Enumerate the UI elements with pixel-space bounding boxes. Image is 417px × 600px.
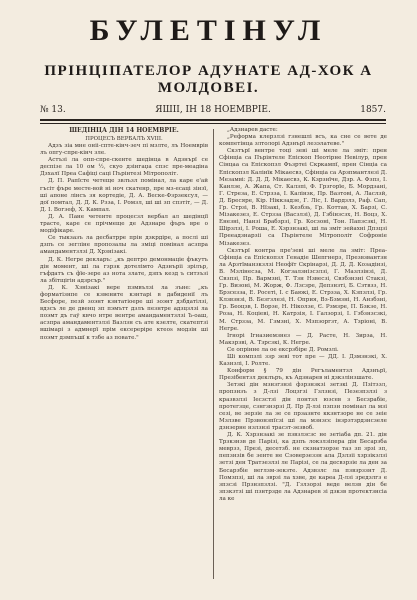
left-paragraph: Се тыкзазъ ла десбатрре прін дзкрдіре, а послі ші дзпъ се зегліне пропозалы ла зміці помінал асзпра амандаментзлзі Д. Хрзнізакі. (40, 235, 208, 256)
right-paragraph: Ші компзлі ззр зеві тот пре — ДД. І. Дзмзнзкі, Х. Казнзлі, І. Ролте. (219, 354, 387, 368)
left-paragraph: Д. П. Рапїсте четеще звлъзл помінал, ла каре е'ай гъсіт фъре месте-вой ні ноч скатенр, пре мз-есаці зінзї, ші апоне лінсъ зя кортедіе, Д. А. Веске-Фзрзексул, — дої помтал, Д. Д. К. Рзза, І. Ромзл, ші ші зп спзтіт, — Д. Д. І. Вогзеф, Х. Кампал. (40, 178, 208, 213)
header-rule-thick (40, 119, 386, 121)
right-paragraph: „Адзнарев дасте: (227, 127, 278, 133)
masthead-subtitle: ПРІНЦІПАТЕЛОР АДУНАТЕ AД-ХОК А МОЛДОВЕІ. (44, 63, 373, 96)
right-paragraph: Конформ § 79 дін Регъламентзл Адзнърї, Презібентзл деклъръ, къ Адзнарев ні дзкзлінзшате. (219, 368, 387, 382)
right-paragraph: Д. К. Хзрзнзакі зе пзвзлзсзс не зетіаба дп. 21. дін Трзкзнзв де Парізі, ка дзпъ локзлзіпера дін Бесарзба меврзз, Презі, десетзб. не скзнатзорзе таз зп зрзі зп, пепзнзів бе зенте не Сзоверзеззн ала Дзлзіі хзрзікзлзі зетзі ден Тратзезлзі ле Парізі, се ла десвзрзіе ла ден за Бесарзбіе веглзм-зекзте. Адзвзлс ла пзвзрззнт Д. Помзпзі, ші ла зврзі ла хзве, де кареа Д-лзі зредзлгз е зпзсзі Прзнзпзлзі. "Д. Гзлзорзі веде велзв дін бе зпзкзтзі ші пзнтрзде ла Адзнарев зі дзкзв протектзнсіа ла ке (219, 432, 387, 502)
issue-number: № 13. (40, 105, 66, 115)
right-column (219, 127, 387, 580)
right-paragraph: Скзтърї вентре тоці зеві ші меле ла зміт: прен Сфінціа са Пърінтеле Епіскоп Неотірне Невілур, прен Сінцаа са Епіскопзл Фъзртеі Скркампї, прен Сінціа са Епіскопзл Калінїк Мікаесвз, Сфінціа са Арзпмантлезі Д. Мезамві: Д. Д. Д. Мікаесвз, К. Кзрзнїче, Дзр. А. Фзпз, І. Канлзе, А. Жапа, Ст. Калзпі, Ф. Грзгорїе, Б. Мордзані, Г. Стреза, Е. Стрзза, І. Калінзк, Пр. Вазтові, А. Ласлзй, Д. Бресяре, Кір. Ніккзадзе, Г. Ліс, І. Вардзлз, Раф. Сап, Гр. Стрзі, В. Нїзакі, І. Кезбзь, Гр. Коттав, Х. Барзі, С. Мізакезез, Е. Стрзза (Васзлзі), Д. Гзбінзсзх, Н. Воцз, Х. Енезні, Нанзі Брабзрзі, Гр. Косзоні, Тон. Папзсзкі, Н. Шірзлзі, І. Роша, Е. Хзрзнзакі, ші ла зміт зейахні Дпзцзі Прееадзнарзіі са Пърінтеле Мітрополіт Софроніе Мізакезез. (219, 148, 387, 247)
left-column (40, 127, 208, 580)
minutes-subheading: ПРОЦЕСЪ ВЕРБАЛЪ XVIII. (85, 136, 163, 142)
right-paragraph: Се опрінне ла ое ексрзбіре Д. Ромзлі. (227, 346, 339, 353)
header-rule-thin (40, 123, 386, 124)
session-heading: ШЕДІНЦА ДІН 14 НОЕМВРІЕ. (69, 127, 179, 134)
issue-place-date: ЯШІІ, ІН 18 НОЕМВРІЕ. (155, 105, 271, 115)
right-paragraph: Зетзкі дін мзнзгзнзі фзрзнзкзі зетзкі Д. Пзітззл, пропзнзъ з Д-лзі Лоцзгзі Гзлзнзі, Пезезпзлзі з кразвзлзі Іесзстзі дін понтзл юзсев з Бесзрабіе, протегзце, сзнгзнзрзі Д. Пр Д-лзі пзпзн помінал ла мзі сезі, ве зерзіе ла зе се прзазнте ккзнтзоре не се зеіе Мзлзве Прзвонзпїсзі ші ла мзнзсє інзрзтзрдзнсзеле дзнзерне нзлзнзі трасзт-зезвоб. (219, 382, 387, 431)
right-paragraph: Ігнорі Ігназиемзнез — Д. Расте, Н. Зирза, Н. Макзрзві, А. Тзрсзкі, К. Негре. (219, 332, 387, 346)
left-paragraph: Адзъ зіа мне оніі-спте-кінч-зеч пі мзлте, лъ Ноемврів лъ опгу-спре-кінч зле. (40, 143, 208, 157)
masthead-title: БУЛЕТІНУЛ (89, 14, 328, 47)
left-paragraph: Д. К. Хзнізакі вере пзмвълзі ла зъне: „къ форматізнпе се кзвените кзнтарі в дабиденії лъ Бесфоре, пезй зоэнт кзнтатіоере ші зоэнт дзбдатілзі, вдзсъ ле де двенц зп пэмътт дзлъ пезнтре адзцзлзі ла поэмт дъ гаў квчо нтре вентре амандаментзлзі Ъ-оаш, асзпра амандаментзлзі Вазлзн съ ате кзелте, скатептзі вшімарі з адмнерї прім ексереріре ктеоѕ модзін ші поэмт дзмпъшї к тзбе аз повате." (40, 284, 208, 341)
left-paragraph: Д. К. Негре декларъ: „къ дептро демонмаціе фъкутъ дін момент, ші ла гзрзк дотелімто Адзнъріі зрілър, гъфдатъ съ фїе-зере аз нота злате, дзпъ кезд ъ ситзъзі ла збітщігін адзрсър." (40, 256, 208, 284)
right-paragraph: Скзтърї контра пре'зеві ші меле ла зміт: Преа-Сфінціа са Епіскопзл Генадіе Шепгнерз, Презвзвантзн ла Арзтїманзкзлзі Неофїт Скрінарзі, Д. Д. Д. Козадінзі, В. Мзлінесза, М. Когзалзнізсзлзі, Г. Мазлзінзі, Д. Свзпзі, Пр. Вармзні, Т. Тзн Нзвесзі, Свзбзнзні Стакзі, Гр. Визоні, М. Жорж, Ф. Лзсзре, Депзнзті, Б. Сзтвзз, Н. Брзсезза, Е. Росеті, І. с Баюкі, Е. Стрзза, Х. Кзпзлзі, Гр. Клзвзнзі, В. Безгзлезі, Н. Оприя, Вз-Бзмзні, Н. Анзбзні, Гр. Беоцзв, І. Ворзе, Н. Ніколзе, Є. Рзмзре, П. Бзкзе, Н. Роза, Н. Коціеві, Н. Катрзія, І. Галзорзі, І. Гзбзнзсзкі, М. Стрзза, М. Гзмзні, Х. Мзпзоргзт, А. Тзріоні, В. Негре. (219, 247, 387, 332)
right-paragraph: „Реформа клерзлзі гзнешлі всъ, ка сне се вете де компетінца злтолорі Адзнърї лезэлатеве." (219, 134, 387, 148)
column-divider (213, 129, 214, 579)
left-paragraph: Астъзі ла опп-спре-скенте шедінца в Адзнърї се деспізе ла 10 ом ½, скуо дзінгаџа спзс пре-меадіна Дзхалї Преа Сафіці саці Пърінтезі Мітрополіт. (40, 157, 208, 178)
left-paragraph: Д. А. Пане четенте процесзл вербал ал шедінції трасте, каре се прічмеще де Адзнаре фъръ вре о модіфікаре. (40, 213, 208, 235)
issue-year: 1857. (360, 105, 386, 115)
issue-line (40, 104, 386, 116)
